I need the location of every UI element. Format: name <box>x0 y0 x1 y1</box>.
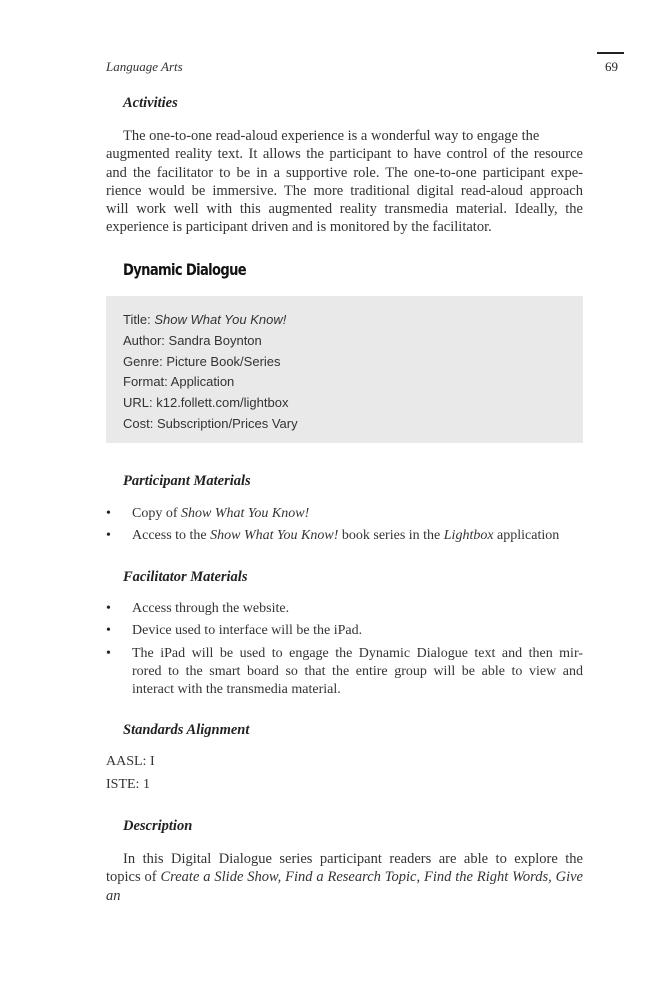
activities-line: The one-to-one read-aloud experience is a wonderful way to engage the <box>123 128 540 144</box>
info-cost: Cost: Subscription/Prices Vary <box>123 416 298 431</box>
activities-line: rience would be immersive. The more traditional digital read-aloud approach <box>106 182 583 199</box>
section-heading-dynamic-dialogue: Dynamic Dialogue <box>123 260 247 279</box>
bullet-icon: • <box>106 645 111 661</box>
info-author: Author: Sandra Boynton <box>123 333 262 348</box>
running-head: Language Arts <box>106 59 183 74</box>
description-line: In this Digital Dialogue series participant readers are able to explore the <box>123 851 583 867</box>
facilitator-materials-list <box>106 600 583 699</box>
list-item: • The iPad will be used to engage the Dynamic Dialogue text and then mir- rored to the smart board so that the entire group will be able to view and interact with the transmedia material. <box>106 645 583 698</box>
page-number-rule <box>597 52 624 54</box>
activities-paragraph <box>106 127 583 237</box>
bullet-icon: • <box>106 506 111 521</box>
list-item: • Access to the Show What You Know! book series in the Lightbox application <box>106 527 583 545</box>
activities-line: augmented reality text. It allows the participant to have control of the resource <box>106 146 583 163</box>
description-line: topics of Create a Slide Show, Find a Research Topic, Find the Right Words, Give an <box>106 869 583 904</box>
facilitator-materials-heading: Facilitator Materials <box>123 569 248 585</box>
participant-materials-list <box>106 505 583 546</box>
activities-line: will work well with this augmented reality transmedia material. Ideally, the <box>106 201 583 218</box>
bullet-icon: • <box>106 528 111 544</box>
bullet-icon: • <box>106 601 111 616</box>
standard-iste: ISTE: 1 <box>106 777 150 792</box>
page-number: 69 <box>605 59 618 74</box>
activities-line: and the facilitator to be in a supportive role. The one-to-one participant expe- <box>106 164 583 181</box>
participant-materials-heading: Participant Materials <box>123 473 251 489</box>
info-url: URL: k12.follett.com/lightbox <box>123 395 289 410</box>
resource-info-box <box>106 296 583 443</box>
activities-heading: Activities <box>123 95 178 111</box>
description-paragraph <box>106 850 583 905</box>
description-heading: Description <box>123 818 193 834</box>
list-item: • Access through the website. <box>106 600 583 618</box>
list-item: • Copy of Show What You Know! <box>106 505 583 523</box>
info-title: Title: Show What You Know! <box>123 312 287 327</box>
standards-alignment-heading: Standards Alignment <box>123 722 250 738</box>
activities-line: experience is participant driven and is monitored by the facilitator. <box>106 219 492 236</box>
info-genre: Genre: Picture Book/Series <box>123 354 281 369</box>
info-format: Format: Application <box>123 374 235 389</box>
list-item: • Device used to interface will be the iPad. <box>106 622 583 640</box>
bullet-icon: • <box>106 623 111 639</box>
standard-aasl: AASL: I <box>106 754 155 769</box>
